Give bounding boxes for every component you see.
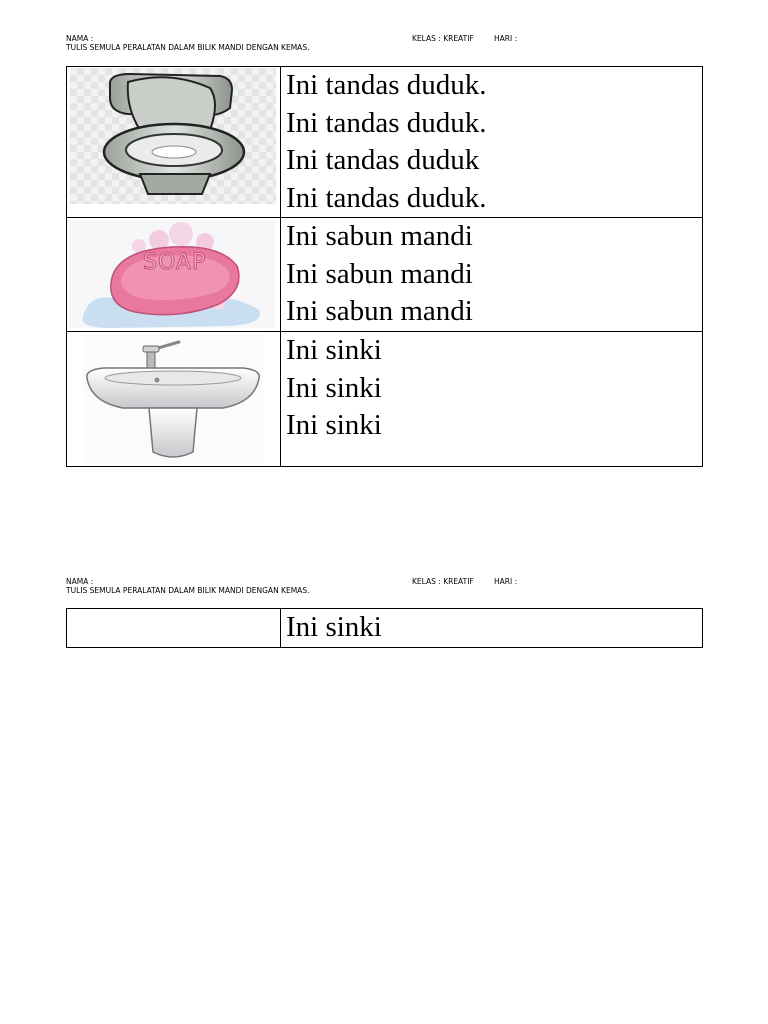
sentence-cell [281, 67, 703, 218]
instruction-text: TULIS SEMULA PERALATAN DALAM BILIK MANDI DENGAN KEMAS. [66, 43, 310, 52]
soap-label: SOAP [143, 250, 207, 275]
toilet-image [70, 68, 276, 204]
sentence-line: Ini tandas duduk. [286, 181, 487, 214]
worksheet-table-1 [66, 66, 703, 467]
sink-image [83, 334, 263, 464]
sentence-line: Ini sinki [286, 611, 382, 643]
table-row [67, 609, 703, 648]
sentence-line: Ini tandas duduk. [286, 69, 487, 101]
image-cell [67, 332, 281, 467]
class-label: KELAS : KREATIF [412, 577, 474, 586]
sentence-line: Ini sabun mandi [286, 220, 473, 252]
sentence-line: Ini sabun mandi [286, 257, 473, 290]
table-row [67, 218, 703, 332]
soap-image [69, 220, 275, 328]
image-cell [67, 67, 281, 218]
table-row [67, 67, 703, 218]
class-label: KELAS : KREATIF [412, 34, 474, 43]
day-label: HARI : [494, 577, 518, 586]
sentence-cell [281, 218, 703, 332]
image-cell [67, 218, 281, 332]
sentence-line: Ini sinki [286, 334, 382, 366]
sentence-line: Ini sabun mandi [286, 295, 473, 327]
day-label: HARI : [494, 34, 518, 43]
instruction-text: TULIS SEMULA PERALATAN DALAM BILIK MANDI DENGAN KEMAS. [66, 586, 310, 595]
name-label: NAMA : [66, 577, 94, 586]
sentence-line: Ini tandas duduk. [286, 106, 487, 139]
worksheet-table-2 [66, 608, 703, 648]
name-label: NAMA : [66, 34, 94, 43]
sentence-line: Ini tandas duduk [286, 144, 480, 176]
table-row [67, 332, 703, 467]
sentence-cell [281, 332, 703, 467]
image-cell [67, 609, 281, 648]
sentence-cell [281, 609, 703, 648]
sentence-line: Ini sinki [286, 409, 382, 441]
sentence-line: Ini sinki [286, 371, 382, 404]
